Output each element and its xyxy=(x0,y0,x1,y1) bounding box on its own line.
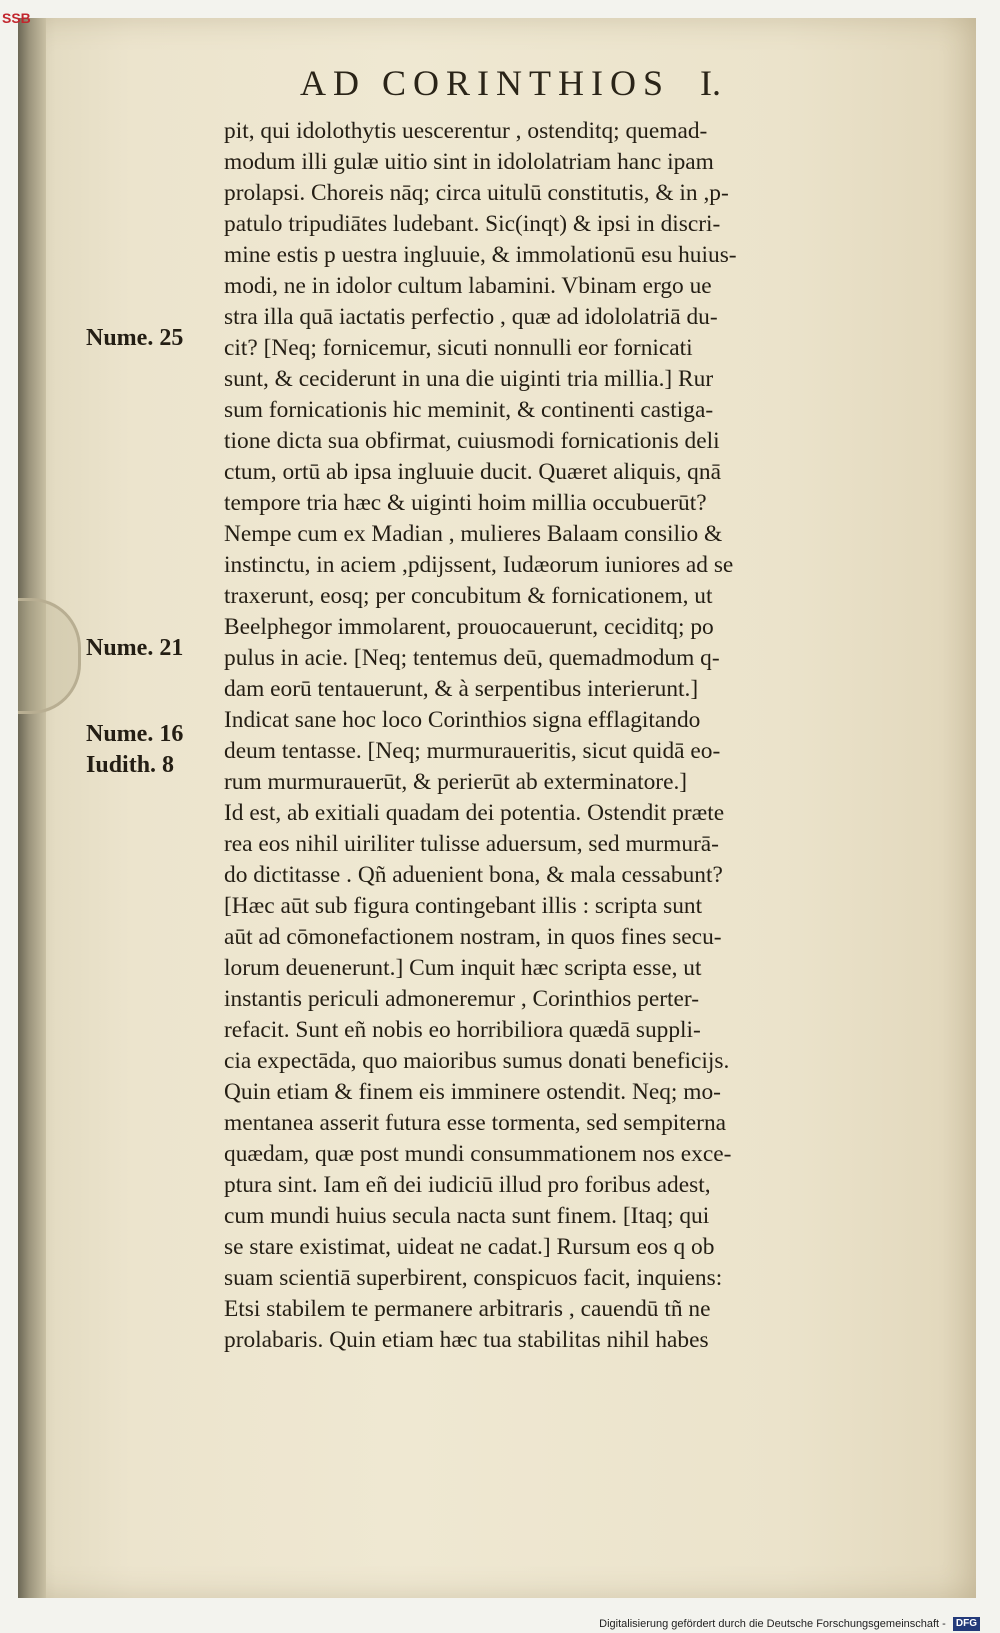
text-line: lorum deuenerunt.] Cum inquit hæc scripta esse, ut xyxy=(224,955,702,981)
text-line: cum mundi huius secula nacta sunt finem. [Itaq; qui xyxy=(224,1203,710,1229)
page-binding xyxy=(18,18,46,1598)
text-line: tione dicta sua obfirmat, cuiusmodi fornicationis deli xyxy=(224,428,720,454)
text-line: dam eorū tentauerunt, & à serpentibus interierunt.] xyxy=(224,676,699,702)
text-line: ctum, ortū ab ipsa ingluuie ducit. Quæret aliquis, qnā xyxy=(224,459,721,485)
text-line: stra illa quā iactatis perfectio , quæ ad idololatriā du- xyxy=(224,304,718,330)
text-line: modum illi gulæ uitio sint in idololatriam hanc ipam xyxy=(224,149,714,175)
text-line: instinctu, in aciem ,pdijssent, Iudæorum iuniores ad se xyxy=(224,552,734,578)
text-line: pit, qui idolothytis uescerentur , ostenditq; quemad- xyxy=(224,118,708,144)
text-line: prolabaris. Quin etiam hæc tua stabilitas nihil habes xyxy=(224,1327,709,1353)
marginal-note: Nume. 21 xyxy=(86,635,184,661)
text-line: quædam, quæ post mundi consummationem nos exce- xyxy=(224,1141,732,1167)
text-line: Id est, ab exitiali quadam dei potentia. Ostendit præte xyxy=(224,800,725,826)
footer-text: Digitalisierung gefördert durch die Deutsche Forschungsgemeinschaft - xyxy=(599,1617,946,1630)
clasp-shadow xyxy=(18,598,81,714)
text-line: rum murmurauerūt, & perierūt ab exterminatore.] xyxy=(224,769,688,795)
text-line: Beelphegor immolarent, prouocauerunt, ceciditq; po xyxy=(224,614,714,640)
text-line: Quin etiam & finem eis imminere ostendit. Neq; mo- xyxy=(224,1079,721,1105)
text-line: ptura sint. Iam eñ dei iudiciū illud pro foribus adest, xyxy=(224,1172,711,1198)
folio-number: I. xyxy=(700,63,721,103)
text-line: deum tentasse. [Neq; murmuraueritis, sicut quidā eo- xyxy=(224,738,721,764)
text-line: modi, ne in idolor cultum labamini. Vbinam ergo ue xyxy=(224,273,712,299)
text-line: Nempe cum ex Madian , mulieres Balaam consilio & xyxy=(224,521,723,547)
marginal-note: Nume. 25 xyxy=(86,325,184,351)
text-line: traxerunt, eosq; per concubitum & fornicationem, ut xyxy=(224,583,713,609)
running-head xyxy=(300,62,721,104)
dfg-logo: DFG xyxy=(953,1617,980,1631)
marginal-note: Iudith. 8 xyxy=(86,752,175,778)
text-line: Indicat sane hoc loco Corinthios signa efflagitando xyxy=(224,707,701,733)
text-line: patulo tripudiātes ludebant. Sic(inqt) & ipsi in discri- xyxy=(224,211,721,237)
text-line: mine estis p uestra ingluuie, & immolationū esu huius- xyxy=(224,242,737,268)
running-head-title: AD CORINTHIOS xyxy=(300,63,670,103)
text-line: refacit. Sunt eñ nobis eo horribiliora quædā suppli- xyxy=(224,1017,701,1043)
text-line: se stare existimat, uideat ne cadat.] Rursum eos q ob xyxy=(224,1234,715,1260)
text-line: cit? [Neq; fornicemur, sicuti nonnulli eor fornicati xyxy=(224,335,693,361)
text-line: tempore tria hæc & uiginti hoim millia occubuerūt? xyxy=(224,490,707,516)
text-line: instantis periculi admoneremur , Corinthios perter- xyxy=(224,986,700,1012)
text-line: prolapsi. Choreis nāq; circa uitulū constitutis, & in ,p- xyxy=(224,180,729,206)
text-line: rea eos nihil uiriliter tulisse aduersum, sed murmurā- xyxy=(224,831,719,857)
text-line: cia expectāda, quo maioribus sumus donati beneficijs. xyxy=(224,1048,730,1074)
funding-footer xyxy=(599,1617,980,1631)
text-line: Etsi stabilem te permanere arbitraris , cauendū tñ ne xyxy=(224,1296,711,1322)
library-stamp: SSB xyxy=(2,10,31,26)
text-line: [Hæc aūt sub figura contingebant illis : scripta sunt xyxy=(224,893,703,919)
text-line: pulus in acie. [Neq; tentemus deū, quemadmodum q- xyxy=(224,645,720,671)
text-line: sunt, & ceciderunt in una die uiginti tria millia.] Rur xyxy=(224,366,714,392)
marginal-note: Nume. 16 xyxy=(86,721,184,747)
body-text xyxy=(224,116,914,1356)
text-line: do dictitasse . Qñ aduenient bona, & mala cessabunt? xyxy=(224,862,723,888)
text-line: suam scientiā superbirent, conspicuos facit, inquiens: xyxy=(224,1265,723,1291)
text-line: aūt ad cōmonefactionem nostram, in quos fines secu- xyxy=(224,924,722,950)
text-line: mentanea asserit futura esse tormenta, sed sempiterna xyxy=(224,1110,727,1136)
text-line: sum fornicationis hic meminit, & continenti castiga- xyxy=(224,397,714,423)
